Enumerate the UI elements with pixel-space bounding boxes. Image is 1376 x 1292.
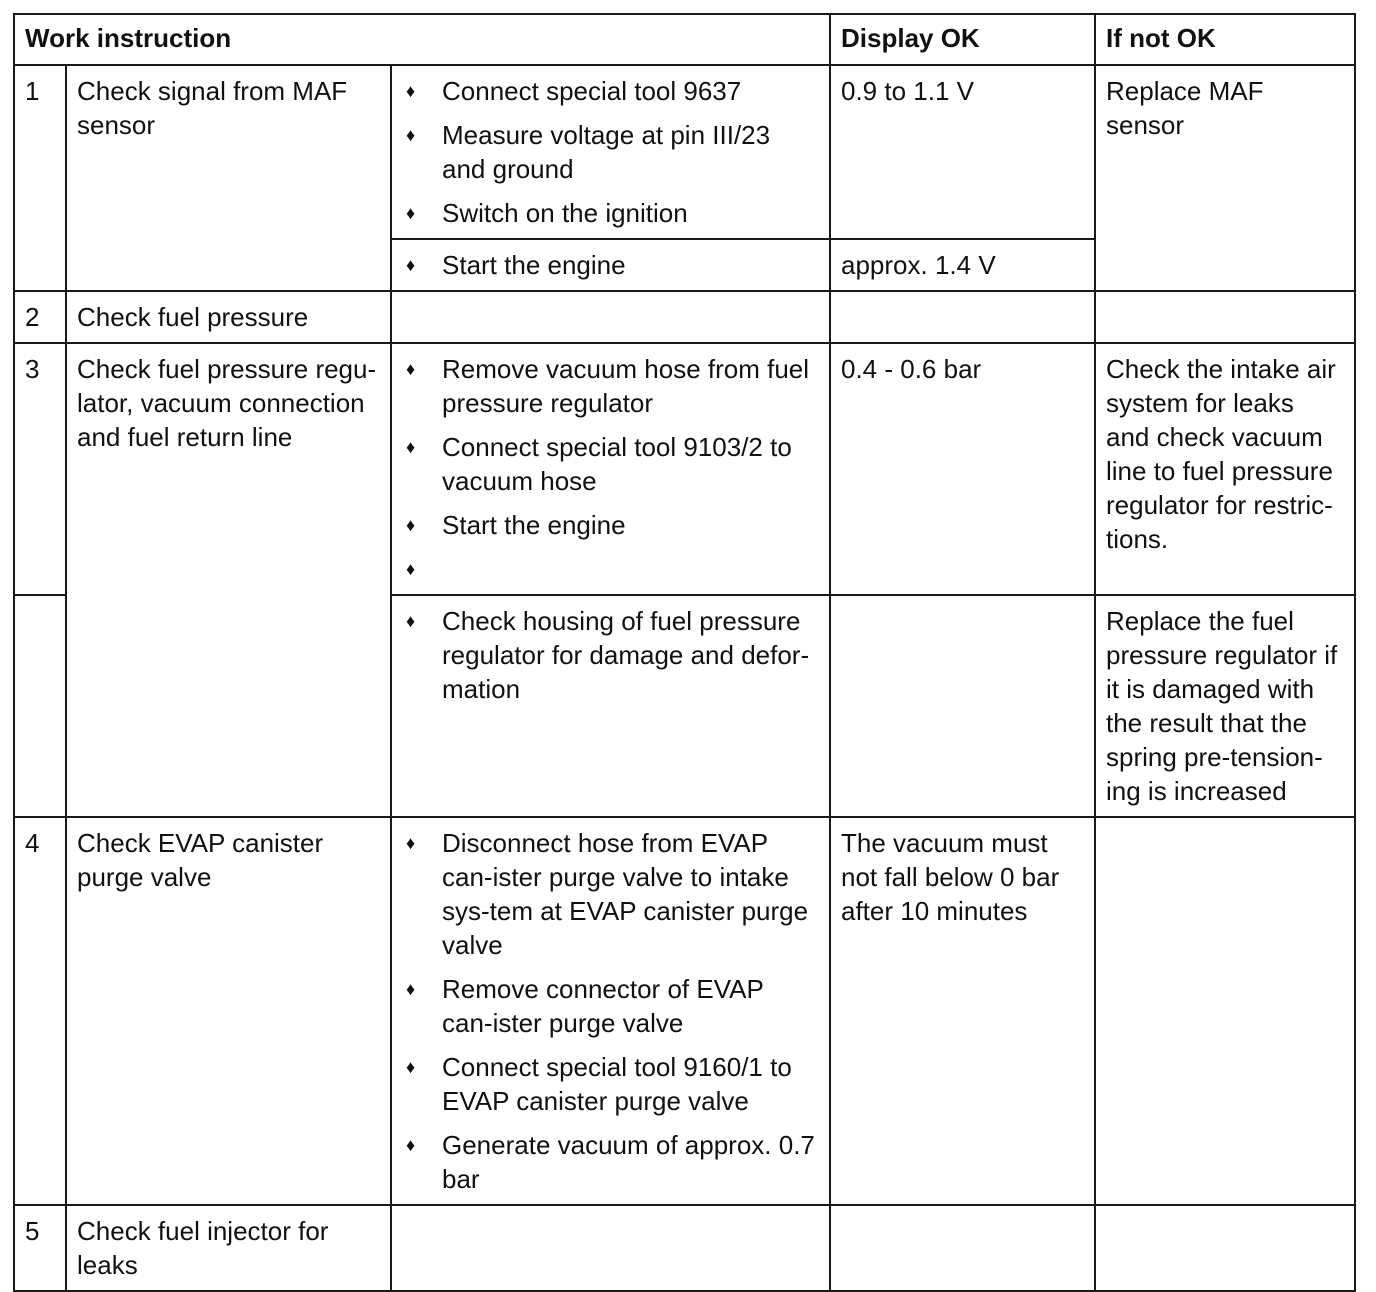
header-work-instruction: Work instruction <box>14 14 830 65</box>
steps-cell <box>391 343 830 595</box>
steps-cell <box>391 817 830 1205</box>
header-display-ok: Display OK <box>830 14 1095 65</box>
step-text: Measure voltage at pin III/23 and ground <box>442 120 771 184</box>
step-list <box>402 604 819 706</box>
table-row <box>14 817 1355 1205</box>
step-text: Connect special tool 9637 <box>442 76 742 106</box>
step-list <box>402 74 819 230</box>
step-item <box>402 196 819 230</box>
row-number: 2 <box>14 291 66 343</box>
instruction-cell: Check signal from MAF sensor <box>66 65 391 291</box>
step-text: Remove vacuum hose from fuel pressure regulator <box>442 354 810 418</box>
display-ok-cell <box>830 291 1095 343</box>
if-not-ok-cell <box>1095 1205 1355 1291</box>
step-text: Connect special tool 9160/1 to EVAP canister purge valve <box>442 1052 792 1116</box>
if-not-ok-cell <box>1095 291 1355 343</box>
step-text: Remove connector of EVAP can-ister purge valve <box>442 974 764 1038</box>
step-item <box>402 118 819 186</box>
row-number: 4 <box>14 817 66 1205</box>
step-list <box>402 352 819 586</box>
if-not-ok-cell: Check the intake air system for leaks and check vacuum line to fuel pressure regulator for restric-tions. <box>1095 343 1355 595</box>
display-ok-cell: 0.9 to 1.1 V <box>830 65 1095 239</box>
diamond-bullet-icon: ♦ <box>406 611 416 631</box>
display-ok-cell <box>830 1205 1095 1291</box>
display-ok-cell <box>830 595 1095 817</box>
step-text: Connect special tool 9103/2 to vacuum hose <box>442 432 792 496</box>
table-row <box>14 65 1355 239</box>
step-item <box>402 1128 819 1196</box>
step-text: Start the engine <box>442 250 626 280</box>
display-ok-cell: 0.4 - 0.6 bar <box>830 343 1095 595</box>
diamond-bullet-icon: ♦ <box>406 359 416 379</box>
step-item <box>402 826 819 962</box>
diamond-bullet-icon: ♦ <box>406 1057 416 1077</box>
step-text: Check housing of fuel pressure regulator for damage and defor-mation <box>442 606 810 704</box>
diamond-bullet-icon: ♦ <box>406 979 416 999</box>
diamond-bullet-icon: ♦ <box>406 125 416 145</box>
diamond-bullet-icon: ♦ <box>406 833 416 853</box>
diamond-bullet-icon: ♦ <box>406 1135 416 1155</box>
instruction-cell: Check fuel pressure regu-lator, vacuum connection and fuel return line <box>66 343 391 817</box>
display-ok-cell: approx. 1.4 V <box>830 239 1095 291</box>
step-item <box>402 604 819 706</box>
step-item <box>402 352 819 420</box>
table-row <box>14 291 1355 343</box>
if-not-ok-cell: Replace the fuel pressure regulator if it is damaged with the result that the spring pre-tension-ing is increased <box>1095 595 1355 817</box>
step-item <box>402 248 819 282</box>
table-row <box>14 1205 1355 1291</box>
row-number: 3 <box>14 343 66 595</box>
step-text: Start the engine <box>442 510 626 540</box>
if-not-ok-cell <box>1095 817 1355 1205</box>
step-item <box>402 1050 819 1118</box>
table-row <box>14 343 1355 595</box>
step-text: Switch on the ignition <box>442 198 688 228</box>
diamond-bullet-icon: ♦ <box>406 559 416 579</box>
instruction-cell: Check fuel pressure <box>66 291 391 343</box>
step-text: Generate vacuum of approx. 0.7 bar <box>442 1130 815 1194</box>
row-number: 5 <box>14 1205 66 1291</box>
diamond-bullet-icon: ♦ <box>406 515 416 535</box>
step-item <box>402 552 819 586</box>
step-item <box>402 430 819 498</box>
step-text: Disconnect hose from EVAP can-ister purge valve to intake sys-tem at EVAP canister purge valve <box>442 828 809 960</box>
step-list <box>402 826 819 1196</box>
instruction-cell: Check fuel injector for leaks <box>66 1205 391 1291</box>
steps-cell <box>391 291 830 343</box>
diamond-bullet-icon: ♦ <box>406 437 416 457</box>
instruction-cell: Check EVAP canister purge valve <box>66 817 391 1205</box>
work-instruction-table <box>13 13 1356 1292</box>
diamond-bullet-icon: ♦ <box>406 81 416 101</box>
steps-cell <box>391 1205 830 1291</box>
diamond-bullet-icon: ♦ <box>406 255 416 275</box>
row-number <box>14 595 66 817</box>
steps-cell <box>391 239 830 291</box>
step-item <box>402 972 819 1040</box>
if-not-ok-cell: Replace MAF sensor <box>1095 65 1355 291</box>
row-number: 1 <box>14 65 66 291</box>
step-list <box>402 248 819 282</box>
diamond-bullet-icon: ♦ <box>406 203 416 223</box>
step-item <box>402 74 819 108</box>
header-if-not-ok: If not OK <box>1095 14 1355 65</box>
display-ok-cell: The vacuum must not fall below 0 bar after 10 minutes <box>830 817 1095 1205</box>
header-row <box>14 14 1355 65</box>
steps-cell <box>391 65 830 239</box>
steps-cell <box>391 595 830 817</box>
step-item <box>402 508 819 542</box>
